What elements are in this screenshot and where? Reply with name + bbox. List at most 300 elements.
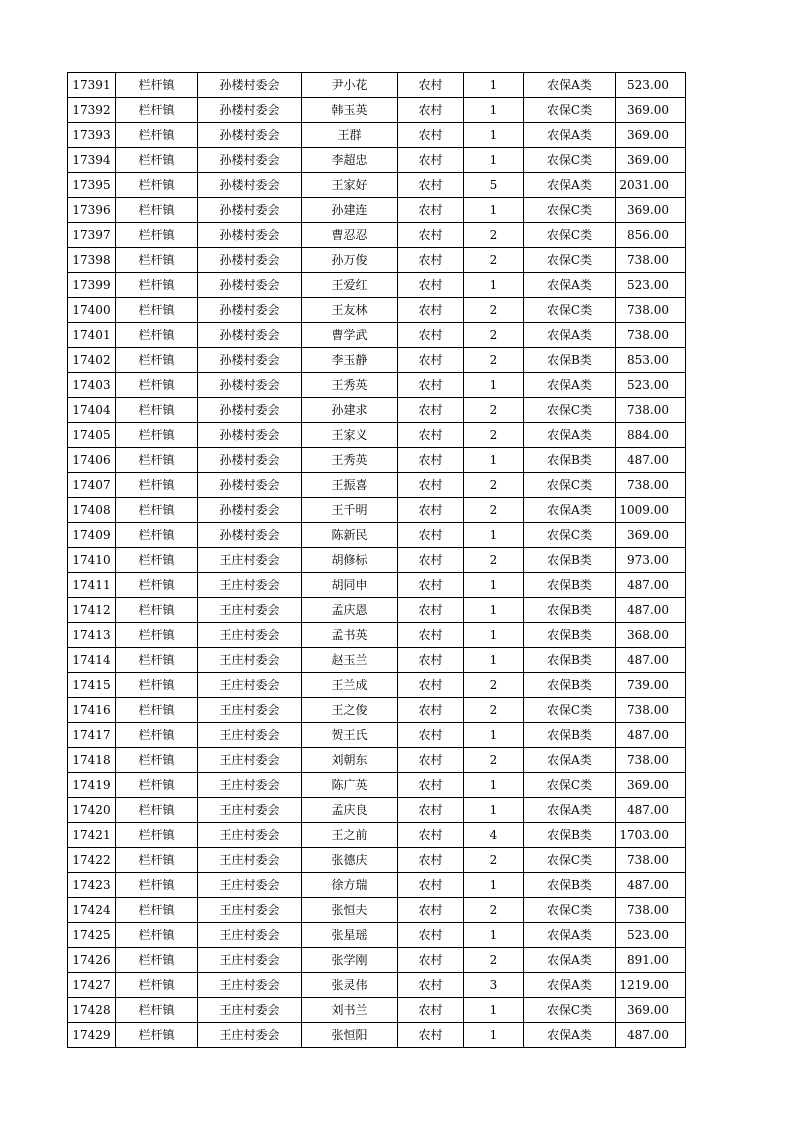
- person-name-cell: 王爱红: [302, 273, 398, 298]
- family-size-cell: 1: [464, 123, 524, 148]
- record-id-cell: 17411: [68, 573, 116, 598]
- household-type-cell: 农村: [398, 998, 464, 1023]
- roster-table-body: [68, 73, 686, 1048]
- table-row: [68, 1023, 686, 1048]
- record-id-cell: 17413: [68, 623, 116, 648]
- person-name-cell: 张恒阳: [302, 1023, 398, 1048]
- amount-cell: 369.00: [616, 523, 686, 548]
- table-row: [68, 598, 686, 623]
- person-name-cell: 王之前: [302, 823, 398, 848]
- record-id-cell: 17427: [68, 973, 116, 998]
- family-size-cell: 2: [464, 673, 524, 698]
- table-row: [68, 948, 686, 973]
- insurance-category-cell: 农保C类: [524, 998, 616, 1023]
- village-committee-cell: 孙楼村委会: [198, 473, 302, 498]
- family-size-cell: 2: [464, 248, 524, 273]
- amount-cell: 856.00: [616, 223, 686, 248]
- person-name-cell: 孙建求: [302, 398, 398, 423]
- record-id-cell: 17428: [68, 998, 116, 1023]
- insurance-category-cell: 农保A类: [524, 273, 616, 298]
- amount-cell: 487.00: [616, 598, 686, 623]
- family-size-cell: 1: [464, 598, 524, 623]
- person-name-cell: 张学刚: [302, 948, 398, 973]
- record-id-cell: 17400: [68, 298, 116, 323]
- record-id-cell: 17407: [68, 473, 116, 498]
- village-committee-cell: 孙楼村委会: [198, 523, 302, 548]
- town-cell: 栏杆镇: [116, 623, 198, 648]
- table-row: [68, 548, 686, 573]
- table-row: [68, 298, 686, 323]
- person-name-cell: 孟书英: [302, 623, 398, 648]
- person-name-cell: 王群: [302, 123, 398, 148]
- household-type-cell: 农村: [398, 473, 464, 498]
- record-id-cell: 17417: [68, 723, 116, 748]
- town-cell: 栏杆镇: [116, 948, 198, 973]
- village-committee-cell: 孙楼村委会: [198, 348, 302, 373]
- family-size-cell: 2: [464, 348, 524, 373]
- table-row: [68, 198, 686, 223]
- family-size-cell: 2: [464, 848, 524, 873]
- amount-cell: 369.00: [616, 148, 686, 173]
- village-committee-cell: 王庄村委会: [198, 873, 302, 898]
- family-size-cell: 1: [464, 998, 524, 1023]
- insurance-category-cell: 农保A类: [524, 498, 616, 523]
- insurance-category-cell: 农保C类: [524, 223, 616, 248]
- village-committee-cell: 孙楼村委会: [198, 223, 302, 248]
- table-row: [68, 673, 686, 698]
- person-name-cell: 陈广英: [302, 773, 398, 798]
- person-name-cell: 张恒夫: [302, 898, 398, 923]
- table-row: [68, 148, 686, 173]
- record-id-cell: 17410: [68, 548, 116, 573]
- village-committee-cell: 王庄村委会: [198, 598, 302, 623]
- person-name-cell: 孙万俊: [302, 248, 398, 273]
- village-committee-cell: 王庄村委会: [198, 948, 302, 973]
- table-row: [68, 823, 686, 848]
- person-name-cell: 王千明: [302, 498, 398, 523]
- town-cell: 栏杆镇: [116, 248, 198, 273]
- family-size-cell: 1: [464, 148, 524, 173]
- household-type-cell: 农村: [398, 423, 464, 448]
- household-type-cell: 农村: [398, 173, 464, 198]
- family-size-cell: 3: [464, 973, 524, 998]
- record-id-cell: 17393: [68, 123, 116, 148]
- insurance-category-cell: 农保A类: [524, 323, 616, 348]
- record-id-cell: 17398: [68, 248, 116, 273]
- amount-cell: 1009.00: [616, 498, 686, 523]
- family-size-cell: 2: [464, 223, 524, 248]
- insurance-category-cell: 农保B类: [524, 598, 616, 623]
- record-id-cell: 17426: [68, 948, 116, 973]
- household-type-cell: 农村: [398, 223, 464, 248]
- town-cell: 栏杆镇: [116, 498, 198, 523]
- town-cell: 栏杆镇: [116, 548, 198, 573]
- village-committee-cell: 王庄村委会: [198, 748, 302, 773]
- insurance-category-cell: 农保C类: [524, 198, 616, 223]
- village-committee-cell: 孙楼村委会: [198, 198, 302, 223]
- amount-cell: 523.00: [616, 273, 686, 298]
- amount-cell: 369.00: [616, 198, 686, 223]
- village-committee-cell: 孙楼村委会: [198, 498, 302, 523]
- town-cell: 栏杆镇: [116, 523, 198, 548]
- village-committee-cell: 王庄村委会: [198, 1023, 302, 1048]
- record-id-cell: 17396: [68, 198, 116, 223]
- insurance-category-cell: 农保C类: [524, 698, 616, 723]
- town-cell: 栏杆镇: [116, 798, 198, 823]
- amount-cell: 738.00: [616, 473, 686, 498]
- record-id-cell: 17409: [68, 523, 116, 548]
- village-committee-cell: 王庄村委会: [198, 773, 302, 798]
- town-cell: 栏杆镇: [116, 748, 198, 773]
- amount-cell: 738.00: [616, 398, 686, 423]
- person-name-cell: 孙建连: [302, 198, 398, 223]
- household-type-cell: 农村: [398, 648, 464, 673]
- table-row: [68, 798, 686, 823]
- record-id-cell: 17406: [68, 448, 116, 473]
- amount-cell: 487.00: [616, 448, 686, 473]
- person-name-cell: 孟庆恩: [302, 598, 398, 623]
- village-committee-cell: 孙楼村委会: [198, 323, 302, 348]
- household-type-cell: 农村: [398, 723, 464, 748]
- person-name-cell: 曹忍忍: [302, 223, 398, 248]
- record-id-cell: 17397: [68, 223, 116, 248]
- table-row: [68, 498, 686, 523]
- town-cell: 栏杆镇: [116, 898, 198, 923]
- amount-cell: 738.00: [616, 748, 686, 773]
- table-row: [68, 748, 686, 773]
- person-name-cell: 王友林: [302, 298, 398, 323]
- amount-cell: 1219.00: [616, 973, 686, 998]
- table-row: [68, 723, 686, 748]
- table-row: [68, 473, 686, 498]
- village-committee-cell: 王庄村委会: [198, 823, 302, 848]
- amount-cell: 738.00: [616, 323, 686, 348]
- insurance-category-cell: 农保A类: [524, 948, 616, 973]
- table-row: [68, 123, 686, 148]
- household-type-cell: 农村: [398, 848, 464, 873]
- table-row: [68, 98, 686, 123]
- household-type-cell: 农村: [398, 98, 464, 123]
- town-cell: 栏杆镇: [116, 923, 198, 948]
- insurance-category-cell: 农保B类: [524, 548, 616, 573]
- town-cell: 栏杆镇: [116, 873, 198, 898]
- family-size-cell: 1: [464, 198, 524, 223]
- table-row: [68, 423, 686, 448]
- table-row: [68, 573, 686, 598]
- town-cell: 栏杆镇: [116, 973, 198, 998]
- insurance-category-cell: 农保B类: [524, 623, 616, 648]
- village-committee-cell: 孙楼村委会: [198, 173, 302, 198]
- table-row: [68, 223, 686, 248]
- amount-cell: 891.00: [616, 948, 686, 973]
- amount-cell: 487.00: [616, 1023, 686, 1048]
- town-cell: 栏杆镇: [116, 823, 198, 848]
- person-name-cell: 陈新民: [302, 523, 398, 548]
- town-cell: 栏杆镇: [116, 573, 198, 598]
- insurance-category-cell: 农保C类: [524, 398, 616, 423]
- village-committee-cell: 王庄村委会: [198, 673, 302, 698]
- record-id-cell: 17404: [68, 398, 116, 423]
- amount-cell: 2031.00: [616, 173, 686, 198]
- family-size-cell: 1: [464, 98, 524, 123]
- record-id-cell: 17392: [68, 98, 116, 123]
- town-cell: 栏杆镇: [116, 848, 198, 873]
- amount-cell: 853.00: [616, 348, 686, 373]
- amount-cell: 487.00: [616, 573, 686, 598]
- village-committee-cell: 王庄村委会: [198, 798, 302, 823]
- household-type-cell: 农村: [398, 573, 464, 598]
- village-committee-cell: 孙楼村委会: [198, 148, 302, 173]
- person-name-cell: 李超忠: [302, 148, 398, 173]
- village-committee-cell: 孙楼村委会: [198, 73, 302, 98]
- family-size-cell: 2: [464, 748, 524, 773]
- insurance-category-cell: 农保A类: [524, 798, 616, 823]
- record-id-cell: 17391: [68, 73, 116, 98]
- village-committee-cell: 王庄村委会: [198, 648, 302, 673]
- insurance-category-cell: 农保A类: [524, 73, 616, 98]
- person-name-cell: 贺王氏: [302, 723, 398, 748]
- town-cell: 栏杆镇: [116, 373, 198, 398]
- household-type-cell: 农村: [398, 773, 464, 798]
- town-cell: 栏杆镇: [116, 348, 198, 373]
- record-id-cell: 17421: [68, 823, 116, 848]
- table-row: [68, 523, 686, 548]
- person-name-cell: 刘朝东: [302, 748, 398, 773]
- town-cell: 栏杆镇: [116, 673, 198, 698]
- record-id-cell: 17423: [68, 873, 116, 898]
- record-id-cell: 17405: [68, 423, 116, 448]
- town-cell: 栏杆镇: [116, 773, 198, 798]
- town-cell: 栏杆镇: [116, 648, 198, 673]
- insurance-category-cell: 农保B类: [524, 448, 616, 473]
- amount-cell: 487.00: [616, 648, 686, 673]
- table-row: [68, 898, 686, 923]
- record-id-cell: 17394: [68, 148, 116, 173]
- village-committee-cell: 王庄村委会: [198, 723, 302, 748]
- family-size-cell: 2: [464, 398, 524, 423]
- town-cell: 栏杆镇: [116, 1023, 198, 1048]
- family-size-cell: 1: [464, 373, 524, 398]
- household-type-cell: 农村: [398, 598, 464, 623]
- family-size-cell: 1: [464, 523, 524, 548]
- family-size-cell: 1: [464, 623, 524, 648]
- household-type-cell: 农村: [398, 923, 464, 948]
- table-row: [68, 998, 686, 1023]
- table-row: [68, 848, 686, 873]
- household-type-cell: 农村: [398, 698, 464, 723]
- household-type-cell: 农村: [398, 523, 464, 548]
- table-row: [68, 923, 686, 948]
- household-type-cell: 农村: [398, 448, 464, 473]
- town-cell: 栏杆镇: [116, 198, 198, 223]
- household-type-cell: 农村: [398, 623, 464, 648]
- town-cell: 栏杆镇: [116, 323, 198, 348]
- insurance-category-cell: 农保B类: [524, 823, 616, 848]
- amount-cell: 739.00: [616, 673, 686, 698]
- town-cell: 栏杆镇: [116, 698, 198, 723]
- record-id-cell: 17415: [68, 673, 116, 698]
- insurance-category-cell: 农保C类: [524, 298, 616, 323]
- family-size-cell: 2: [464, 898, 524, 923]
- town-cell: 栏杆镇: [116, 398, 198, 423]
- family-size-cell: 1: [464, 798, 524, 823]
- family-size-cell: 2: [464, 498, 524, 523]
- household-type-cell: 农村: [398, 323, 464, 348]
- person-name-cell: 王兰成: [302, 673, 398, 698]
- village-committee-cell: 王庄村委会: [198, 623, 302, 648]
- record-id-cell: 17429: [68, 1023, 116, 1048]
- insurance-category-cell: 农保A类: [524, 123, 616, 148]
- person-name-cell: 赵玉兰: [302, 648, 398, 673]
- person-name-cell: 王家好: [302, 173, 398, 198]
- table-row: [68, 398, 686, 423]
- insurance-category-cell: 农保A类: [524, 1023, 616, 1048]
- insurance-category-cell: 农保A类: [524, 923, 616, 948]
- village-committee-cell: 王庄村委会: [198, 698, 302, 723]
- household-type-cell: 农村: [398, 1023, 464, 1048]
- town-cell: 栏杆镇: [116, 173, 198, 198]
- family-size-cell: 2: [464, 298, 524, 323]
- record-id-cell: 17414: [68, 648, 116, 673]
- insurance-category-cell: 农保C类: [524, 473, 616, 498]
- village-committee-cell: 孙楼村委会: [198, 298, 302, 323]
- family-size-cell: 1: [464, 273, 524, 298]
- household-type-cell: 农村: [398, 198, 464, 223]
- family-size-cell: 2: [464, 323, 524, 348]
- table-row: [68, 273, 686, 298]
- table-row: [68, 973, 686, 998]
- household-type-cell: 农村: [398, 148, 464, 173]
- table-row: [68, 773, 686, 798]
- insurance-category-cell: 农保A类: [524, 973, 616, 998]
- person-name-cell: 王振喜: [302, 473, 398, 498]
- insurance-category-cell: 农保B类: [524, 673, 616, 698]
- household-type-cell: 农村: [398, 73, 464, 98]
- family-size-cell: 1: [464, 773, 524, 798]
- family-size-cell: 4: [464, 823, 524, 848]
- household-type-cell: 农村: [398, 973, 464, 998]
- amount-cell: 738.00: [616, 298, 686, 323]
- amount-cell: 523.00: [616, 73, 686, 98]
- amount-cell: 738.00: [616, 248, 686, 273]
- person-name-cell: 李玉静: [302, 348, 398, 373]
- town-cell: 栏杆镇: [116, 123, 198, 148]
- household-type-cell: 农村: [398, 498, 464, 523]
- family-size-cell: 1: [464, 1023, 524, 1048]
- household-type-cell: 农村: [398, 823, 464, 848]
- village-committee-cell: 孙楼村委会: [198, 248, 302, 273]
- household-type-cell: 农村: [398, 798, 464, 823]
- insurance-category-cell: 农保B类: [524, 648, 616, 673]
- record-id-cell: 17402: [68, 348, 116, 373]
- amount-cell: 738.00: [616, 898, 686, 923]
- record-id-cell: 17416: [68, 698, 116, 723]
- table-row: [68, 873, 686, 898]
- amount-cell: 368.00: [616, 623, 686, 648]
- amount-cell: 1703.00: [616, 823, 686, 848]
- table-row: [68, 698, 686, 723]
- family-size-cell: 1: [464, 873, 524, 898]
- town-cell: 栏杆镇: [116, 473, 198, 498]
- town-cell: 栏杆镇: [116, 73, 198, 98]
- insurance-category-cell: 农保A类: [524, 373, 616, 398]
- village-committee-cell: 孙楼村委会: [198, 273, 302, 298]
- table-row: [68, 173, 686, 198]
- person-name-cell: 王秀英: [302, 373, 398, 398]
- amount-cell: 523.00: [616, 923, 686, 948]
- town-cell: 栏杆镇: [116, 148, 198, 173]
- village-committee-cell: 孙楼村委会: [198, 398, 302, 423]
- village-committee-cell: 孙楼村委会: [198, 123, 302, 148]
- table-row: [68, 323, 686, 348]
- person-name-cell: 刘书兰: [302, 998, 398, 1023]
- person-name-cell: 尹小花: [302, 73, 398, 98]
- record-id-cell: 17418: [68, 748, 116, 773]
- village-committee-cell: 王庄村委会: [198, 848, 302, 873]
- village-committee-cell: 王庄村委会: [198, 898, 302, 923]
- household-type-cell: 农村: [398, 873, 464, 898]
- household-type-cell: 农村: [398, 548, 464, 573]
- person-name-cell: 张德庆: [302, 848, 398, 873]
- insurance-category-cell: 农保C类: [524, 98, 616, 123]
- village-committee-cell: 孙楼村委会: [198, 98, 302, 123]
- town-cell: 栏杆镇: [116, 598, 198, 623]
- record-id-cell: 17395: [68, 173, 116, 198]
- person-name-cell: 王家义: [302, 423, 398, 448]
- family-size-cell: 2: [464, 473, 524, 498]
- household-type-cell: 农村: [398, 398, 464, 423]
- insurance-category-cell: 农保B类: [524, 348, 616, 373]
- household-type-cell: 农村: [398, 373, 464, 398]
- household-type-cell: 农村: [398, 123, 464, 148]
- record-id-cell: 17408: [68, 498, 116, 523]
- table-row: [68, 448, 686, 473]
- insurance-category-cell: 农保A类: [524, 748, 616, 773]
- amount-cell: 369.00: [616, 998, 686, 1023]
- insurance-category-cell: 农保B类: [524, 723, 616, 748]
- record-id-cell: 17425: [68, 923, 116, 948]
- insurance-category-cell: 农保C类: [524, 523, 616, 548]
- table-row: [68, 373, 686, 398]
- insurance-category-cell: 农保A类: [524, 173, 616, 198]
- village-committee-cell: 王庄村委会: [198, 923, 302, 948]
- village-committee-cell: 王庄村委会: [198, 973, 302, 998]
- amount-cell: 738.00: [616, 848, 686, 873]
- family-size-cell: 5: [464, 173, 524, 198]
- town-cell: 栏杆镇: [116, 423, 198, 448]
- family-size-cell: 1: [464, 923, 524, 948]
- record-id-cell: 17399: [68, 273, 116, 298]
- person-name-cell: 韩玉英: [302, 98, 398, 123]
- person-name-cell: 张星瑶: [302, 923, 398, 948]
- household-type-cell: 农村: [398, 248, 464, 273]
- amount-cell: 487.00: [616, 873, 686, 898]
- insurance-category-cell: 农保A类: [524, 423, 616, 448]
- amount-cell: 487.00: [616, 723, 686, 748]
- household-type-cell: 农村: [398, 673, 464, 698]
- table-row: [68, 248, 686, 273]
- roster-table: [67, 72, 686, 1048]
- person-name-cell: 王之俊: [302, 698, 398, 723]
- amount-cell: 369.00: [616, 773, 686, 798]
- record-id-cell: 17401: [68, 323, 116, 348]
- family-size-cell: 2: [464, 423, 524, 448]
- household-type-cell: 农村: [398, 898, 464, 923]
- insurance-category-cell: 农保C类: [524, 773, 616, 798]
- record-id-cell: 17419: [68, 773, 116, 798]
- household-type-cell: 农村: [398, 348, 464, 373]
- person-name-cell: 孟庆良: [302, 798, 398, 823]
